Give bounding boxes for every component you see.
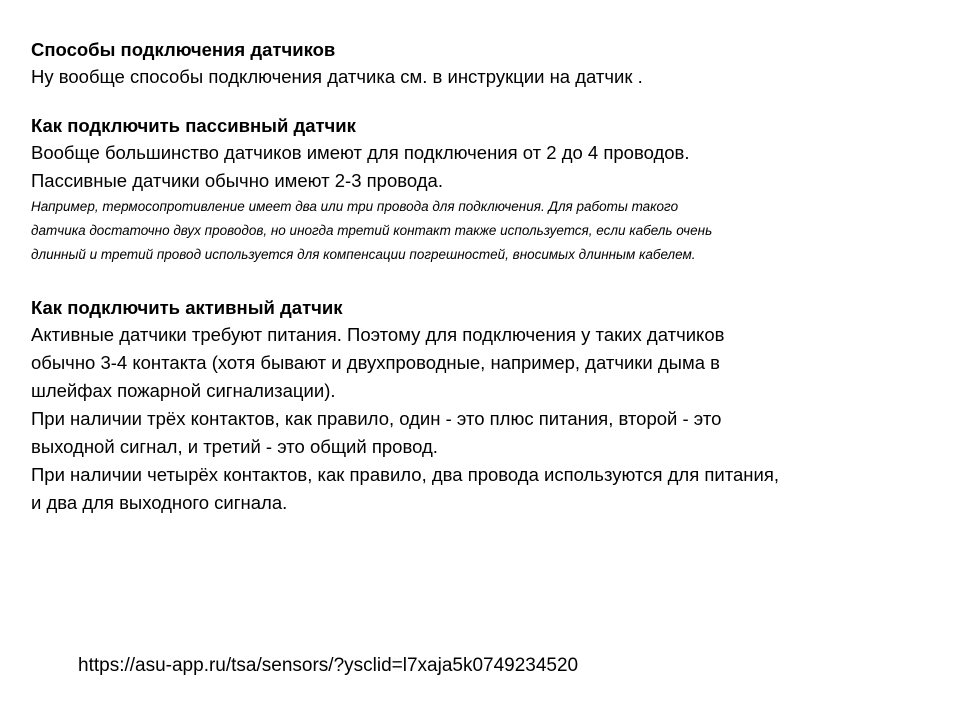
section-heading-passive-sensor: Как подключить пассивный датчик (31, 115, 356, 136)
paragraph-line: выходной сигнал, и третий - это общий провод. (31, 436, 438, 457)
paragraph-line: Пассивные датчики обычно имеют 2-3 провода. (31, 170, 443, 191)
paragraph-line: При наличии четырёх контактов, как правило, два провода используются для питания, (31, 464, 779, 485)
paragraph-line: шлейфах пожарной сигнализации). (31, 380, 336, 401)
paragraph-line: и два для выходного сигнала. (31, 492, 288, 513)
spacer (31, 91, 931, 113)
paragraph-line: Ну вообще способы подключения датчика см. в инструкции на датчик . (31, 66, 643, 87)
note-line: датчика достаточно двух проводов, но иногда третий контакт также используется, если кабель очень (31, 223, 713, 238)
paragraph-line: При наличии трёх контактов, как правило, один - это плюс питания, второй - это (31, 408, 722, 429)
paragraph-line: Активные датчики требуют питания. Поэтому для подключения у таких датчиков (31, 324, 725, 345)
note-line: Например, термосопротивление имеет два или три провода для подключения. Для работы такого (31, 199, 679, 214)
section-heading-connection-methods: Способы подключения датчиков (31, 39, 336, 60)
source-url: https://asu-app.ru/tsa/sensors/?ysclid=l7xaja5k0749234520 (78, 655, 579, 676)
paragraph-line: Вообще большинство датчиков имеют для подключения от 2 до 4 проводов. (31, 142, 690, 163)
section-heading-active-sensor: Как подключить активный датчик (31, 297, 343, 318)
paragraph-line: обычно 3-4 контакта (хотя бывают и двухпроводные, например, датчики дыма в (31, 352, 720, 373)
note-line: длинный и третий провод используется для компенсации погрешностей, вносимых длинным кабелем. (31, 247, 696, 262)
slide-content (31, 37, 931, 517)
spacer (31, 267, 931, 295)
